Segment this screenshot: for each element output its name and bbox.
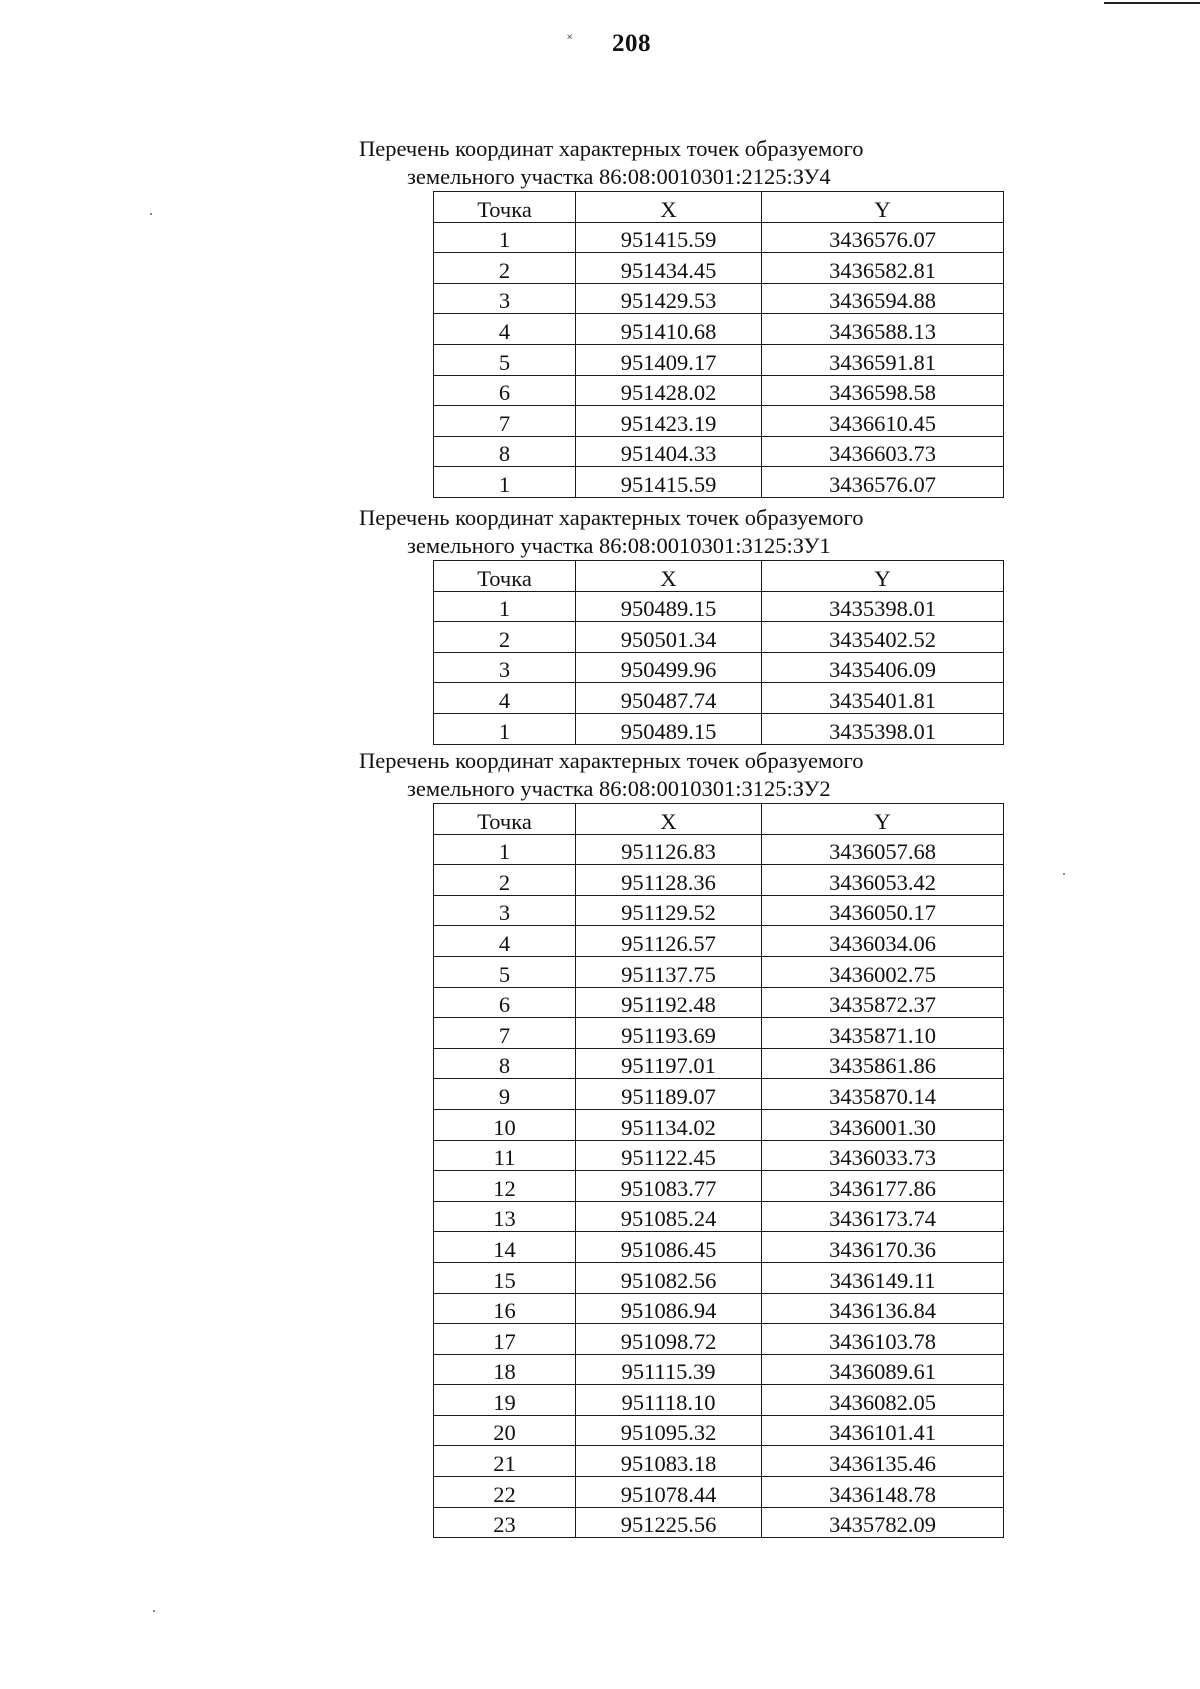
section-title-line1: Перечень координат характерных точек образуемого (359, 505, 864, 530)
table-row (434, 926, 1004, 957)
table-row (434, 222, 1004, 253)
table-row (434, 375, 1004, 406)
x-coordinate-cell: 951098.72 (576, 1324, 762, 1355)
column-header-x: X (576, 561, 762, 592)
point-number-cell: 3 (434, 652, 576, 683)
table-header-row (434, 804, 1004, 835)
y-coordinate-cell: 3436610.45 (762, 406, 1004, 437)
x-coordinate-cell: 950499.96 (576, 652, 762, 683)
table-row (434, 314, 1004, 345)
table-row (434, 344, 1004, 375)
point-number-cell: 4 (434, 926, 576, 957)
x-coordinate-cell: 951225.56 (576, 1507, 762, 1538)
table-row (434, 1354, 1004, 1385)
table-row (434, 622, 1004, 653)
section-title-line1: Перечень координат характерных точек образуемого (359, 748, 864, 773)
point-number-cell: 17 (434, 1324, 576, 1355)
point-number-cell: 20 (434, 1415, 576, 1446)
coordinates-table (433, 803, 1004, 1538)
point-number-cell: 2 (434, 253, 576, 284)
point-number-cell: 14 (434, 1232, 576, 1263)
section-title-line2: земельного участка 86:08:0010301:3125:ЗУ2 (407, 776, 831, 801)
x-coordinate-cell: 951126.83 (576, 834, 762, 865)
point-number-cell: 13 (434, 1201, 576, 1232)
table-row (434, 436, 1004, 467)
y-coordinate-cell: 3436001.30 (762, 1109, 1004, 1140)
x-coordinate-cell: 950487.74 (576, 683, 762, 714)
column-header-point: Точка (434, 804, 576, 835)
column-header-point: Точка (434, 192, 576, 223)
table-header-row (434, 561, 1004, 592)
table-row (434, 865, 1004, 896)
y-coordinate-cell: 3436588.13 (762, 314, 1004, 345)
y-coordinate-cell: 3436082.05 (762, 1385, 1004, 1416)
section-title (359, 747, 863, 803)
table-row (434, 467, 1004, 498)
y-coordinate-cell: 3436576.07 (762, 467, 1004, 498)
point-number-cell: 3 (434, 283, 576, 314)
y-coordinate-cell: 3435398.01 (762, 591, 1004, 622)
table-row (434, 834, 1004, 865)
y-coordinate-cell: 3435872.37 (762, 987, 1004, 1018)
page-number: 208 (612, 30, 651, 57)
point-number-cell: 3 (434, 895, 576, 926)
point-number-cell: 11 (434, 1140, 576, 1171)
table-row (434, 1293, 1004, 1324)
table-row (434, 956, 1004, 987)
point-number-cell: 7 (434, 406, 576, 437)
point-number-cell: 18 (434, 1354, 576, 1385)
table-row (434, 253, 1004, 284)
x-coordinate-cell: 951189.07 (576, 1079, 762, 1110)
table-row (434, 1109, 1004, 1140)
point-number-cell: 16 (434, 1293, 576, 1324)
point-number-cell: 6 (434, 375, 576, 406)
table-row (434, 1140, 1004, 1171)
x-coordinate-cell: 951410.68 (576, 314, 762, 345)
point-number-cell: 21 (434, 1446, 576, 1477)
coordinates-table (433, 191, 1004, 498)
y-coordinate-cell: 3435402.52 (762, 622, 1004, 653)
point-number-cell: 1 (434, 713, 576, 744)
scan-edge-rule (1104, 2, 1200, 4)
point-number-cell: 4 (434, 314, 576, 345)
x-coordinate-cell: 951415.59 (576, 222, 762, 253)
y-coordinate-cell: 3436148.78 (762, 1477, 1004, 1508)
x-coordinate-cell: 950501.34 (576, 622, 762, 653)
x-coordinate-cell: 951415.59 (576, 467, 762, 498)
point-number-cell: 1 (434, 467, 576, 498)
table-row (434, 1385, 1004, 1416)
table-row (434, 1171, 1004, 1202)
x-coordinate-cell: 951197.01 (576, 1048, 762, 1079)
section-title-line2: земельного участка 86:08:0010301:3125:ЗУ1 (407, 533, 831, 558)
x-coordinate-cell: 951423.19 (576, 406, 762, 437)
y-coordinate-cell: 3436136.84 (762, 1293, 1004, 1324)
table-row (434, 406, 1004, 437)
x-coordinate-cell: 951122.45 (576, 1140, 762, 1171)
y-coordinate-cell: 3436002.75 (762, 956, 1004, 987)
x-coordinate-cell: 951083.18 (576, 1446, 762, 1477)
y-coordinate-cell: 3436576.07 (762, 222, 1004, 253)
point-number-cell: 5 (434, 344, 576, 375)
x-coordinate-cell: 951078.44 (576, 1477, 762, 1508)
y-coordinate-cell: 3436591.81 (762, 344, 1004, 375)
x-coordinate-cell: 951095.32 (576, 1415, 762, 1446)
column-header-point: Точка (434, 561, 576, 592)
table-header-row (434, 192, 1004, 223)
x-coordinate-cell: 951085.24 (576, 1201, 762, 1232)
x-coordinate-cell: 951115.39 (576, 1354, 762, 1385)
x-coordinate-cell: 951404.33 (576, 436, 762, 467)
point-number-cell: 8 (434, 1048, 576, 1079)
scan-dot (153, 1610, 155, 1612)
table-row (434, 1446, 1004, 1477)
x-coordinate-cell: 951428.02 (576, 375, 762, 406)
column-header-x: X (576, 804, 762, 835)
scan-dot (150, 213, 152, 215)
x-coordinate-cell: 950489.15 (576, 591, 762, 622)
table-row (434, 652, 1004, 683)
y-coordinate-cell: 3435871.10 (762, 1018, 1004, 1049)
y-coordinate-cell: 3436149.11 (762, 1262, 1004, 1293)
y-coordinate-cell: 3435401.81 (762, 683, 1004, 714)
table-row (434, 713, 1004, 744)
point-number-cell: 8 (434, 436, 576, 467)
point-number-cell: 1 (434, 834, 576, 865)
section-title (359, 135, 863, 191)
point-number-cell: 10 (434, 1109, 576, 1140)
point-number-cell: 19 (434, 1385, 576, 1416)
point-number-cell: 23 (434, 1507, 576, 1538)
y-coordinate-cell: 3436033.73 (762, 1140, 1004, 1171)
table-row (434, 283, 1004, 314)
x-coordinate-cell: 951086.94 (576, 1293, 762, 1324)
table-row (434, 1079, 1004, 1110)
x-coordinate-cell: 951129.52 (576, 895, 762, 926)
y-coordinate-cell: 3436053.42 (762, 865, 1004, 896)
point-number-cell: 2 (434, 622, 576, 653)
point-number-cell: 1 (434, 591, 576, 622)
table-row (434, 591, 1004, 622)
y-coordinate-cell: 3435398.01 (762, 713, 1004, 744)
y-coordinate-cell: 3436582.81 (762, 253, 1004, 284)
y-coordinate-cell: 3436089.61 (762, 1354, 1004, 1385)
section-title (359, 504, 863, 560)
table-row (434, 1262, 1004, 1293)
column-header-y: Y (762, 804, 1004, 835)
table-row (434, 1048, 1004, 1079)
x-coordinate-cell: 951134.02 (576, 1109, 762, 1140)
point-number-cell: 5 (434, 956, 576, 987)
table-row (434, 1232, 1004, 1263)
table-row (434, 1201, 1004, 1232)
y-coordinate-cell: 3435406.09 (762, 652, 1004, 683)
y-coordinate-cell: 3436135.46 (762, 1446, 1004, 1477)
point-number-cell: 15 (434, 1262, 576, 1293)
y-coordinate-cell: 3436050.17 (762, 895, 1004, 926)
coordinates-table (433, 560, 1004, 745)
x-coordinate-cell: 951086.45 (576, 1232, 762, 1263)
y-coordinate-cell: 3436170.36 (762, 1232, 1004, 1263)
x-coordinate-cell: 951193.69 (576, 1018, 762, 1049)
y-coordinate-cell: 3435870.14 (762, 1079, 1004, 1110)
y-coordinate-cell: 3436101.41 (762, 1415, 1004, 1446)
y-coordinate-cell: 3435861.86 (762, 1048, 1004, 1079)
point-number-cell: 6 (434, 987, 576, 1018)
y-coordinate-cell: 3436598.58 (762, 375, 1004, 406)
y-coordinate-cell: 3436173.74 (762, 1201, 1004, 1232)
table-row (434, 1507, 1004, 1538)
x-coordinate-cell: 951128.36 (576, 865, 762, 896)
x-coordinate-cell: 951137.75 (576, 956, 762, 987)
x-coordinate-cell: 951083.77 (576, 1171, 762, 1202)
table-row (434, 1324, 1004, 1355)
x-coordinate-cell: 951118.10 (576, 1385, 762, 1416)
y-coordinate-cell: 3436594.88 (762, 283, 1004, 314)
point-number-cell: 22 (434, 1477, 576, 1508)
x-coordinate-cell: 951434.45 (576, 253, 762, 284)
point-number-cell: 2 (434, 865, 576, 896)
point-number-cell: 12 (434, 1171, 576, 1202)
table-row (434, 1415, 1004, 1446)
x-coordinate-cell: 950489.15 (576, 713, 762, 744)
y-coordinate-cell: 3436057.68 (762, 834, 1004, 865)
x-coordinate-cell: 951409.17 (576, 344, 762, 375)
scan-dot (1063, 873, 1065, 875)
table-row (434, 683, 1004, 714)
table-row (434, 895, 1004, 926)
scan-speck: ˟ (567, 33, 573, 48)
y-coordinate-cell: 3436034.06 (762, 926, 1004, 957)
point-number-cell: 4 (434, 683, 576, 714)
y-coordinate-cell: 3435782.09 (762, 1507, 1004, 1538)
point-number-cell: 1 (434, 222, 576, 253)
column-header-x: X (576, 192, 762, 223)
y-coordinate-cell: 3436177.86 (762, 1171, 1004, 1202)
point-number-cell: 7 (434, 1018, 576, 1049)
column-header-y: Y (762, 192, 1004, 223)
section-title-line1: Перечень координат характерных точек образуемого (359, 136, 864, 161)
point-number-cell: 9 (434, 1079, 576, 1110)
x-coordinate-cell: 951192.48 (576, 987, 762, 1018)
section-title-line2: земельного участка 86:08:0010301:2125:ЗУ4 (407, 164, 831, 189)
y-coordinate-cell: 3436103.78 (762, 1324, 1004, 1355)
table-row (434, 1018, 1004, 1049)
y-coordinate-cell: 3436603.73 (762, 436, 1004, 467)
x-coordinate-cell: 951126.57 (576, 926, 762, 957)
column-header-y: Y (762, 561, 1004, 592)
x-coordinate-cell: 951082.56 (576, 1262, 762, 1293)
x-coordinate-cell: 951429.53 (576, 283, 762, 314)
table-row (434, 1477, 1004, 1508)
table-row (434, 987, 1004, 1018)
